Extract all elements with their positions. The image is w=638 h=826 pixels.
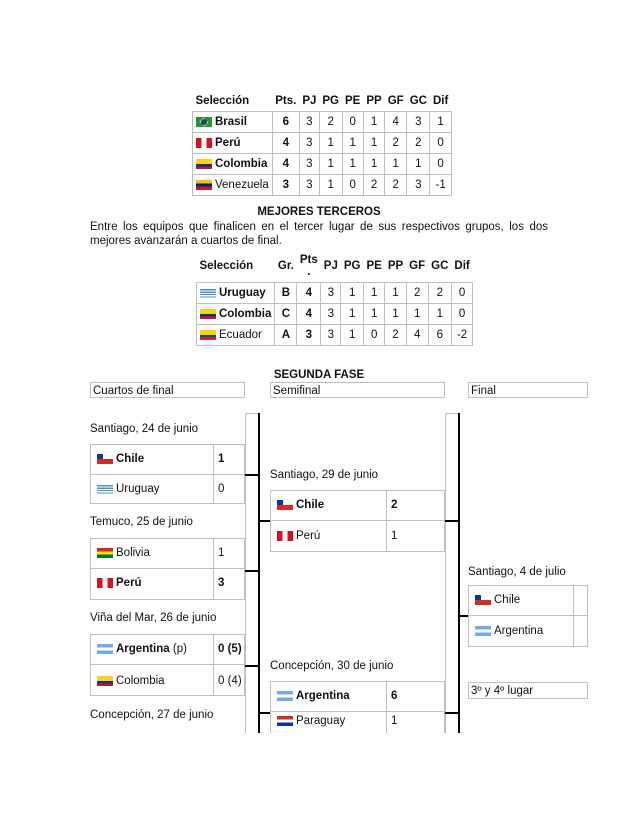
team-name: Perú <box>277 530 320 542</box>
pe-cell: 0 <box>363 325 384 346</box>
gc-cell: 3 <box>407 175 430 196</box>
header-pg: PG <box>343 260 361 272</box>
table-row <box>197 304 473 325</box>
chile-flag-icon <box>277 500 293 510</box>
header-dif: Dif <box>454 260 470 272</box>
header-gf: GF <box>409 260 426 272</box>
colombia-flag-icon <box>196 159 212 169</box>
team-score: 0 (4) <box>218 675 242 687</box>
team-score: 1 <box>218 547 225 559</box>
gf-cell: 4 <box>385 112 407 133</box>
bracket-connector <box>458 615 468 617</box>
pts-cell: 6 <box>272 112 299 133</box>
header-seleccion: Selección <box>199 260 254 272</box>
team-cell: Brasil <box>193 112 273 133</box>
argentina-flag-icon <box>277 691 293 701</box>
table-row <box>193 112 452 133</box>
team-name: Argentina <box>277 690 350 702</box>
pj-cell: 3 <box>299 175 319 196</box>
table-header-row <box>193 91 452 112</box>
header-pg: PG <box>322 95 340 107</box>
team-score: 1 <box>391 530 398 542</box>
bracket-guide-line <box>445 413 458 414</box>
pg-cell: 1 <box>319 175 342 196</box>
quarterfinal-match-2 <box>90 538 245 600</box>
pg-cell: 1 <box>319 133 342 154</box>
team-score: 0 <box>218 483 225 495</box>
bracket-guide-line <box>245 413 258 414</box>
bracket-guide-line <box>245 413 246 733</box>
pts-cell: 4 <box>272 133 299 154</box>
column-header-final: Final <box>468 382 588 398</box>
dif-cell: 0 <box>430 154 451 175</box>
header-gf: GF <box>387 95 404 107</box>
pe-cell: 0 <box>342 175 363 196</box>
table-row <box>197 283 473 304</box>
semifinal-match-2 <box>270 681 445 733</box>
pts-cell: 4 <box>297 304 321 325</box>
gr-cell: B <box>275 283 297 304</box>
argentina-flag-icon <box>475 626 491 636</box>
gf-cell: 2 <box>385 175 407 196</box>
bracket-guide-line <box>445 413 446 733</box>
peru-flag-icon <box>97 578 113 588</box>
table-row <box>197 325 473 346</box>
final-match <box>468 585 588 647</box>
gf-cell: 1 <box>406 304 428 325</box>
header-pe: PE <box>345 95 361 107</box>
header-seleccion: Selección <box>195 95 250 107</box>
pj-cell: 3 <box>321 304 341 325</box>
ecuador-flag-icon <box>200 330 216 340</box>
pp-cell: 1 <box>385 304 406 325</box>
match-venue: Santiago, 29 de junio <box>270 469 379 481</box>
gf-cell: 4 <box>406 325 428 346</box>
semifinal-match-1 <box>270 490 445 552</box>
column-header-quarterfinals: Cuartos de final <box>90 382 245 398</box>
team-name: Perú <box>97 577 142 589</box>
gc-cell: 2 <box>407 133 430 154</box>
match-venue: Santiago, 24 de junio <box>90 423 199 435</box>
pts-cell: 4 <box>272 154 299 175</box>
table-row <box>193 175 452 196</box>
team-name: Colombia <box>97 675 165 687</box>
pe-cell: 1 <box>363 283 384 304</box>
gc-cell: 2 <box>428 283 451 304</box>
gf-cell: 1 <box>385 154 407 175</box>
match-team-row <box>91 539 244 569</box>
pj-cell: 3 <box>299 133 319 154</box>
pj-cell: 3 <box>321 283 341 304</box>
header-pp: PP <box>366 95 382 107</box>
team-score: 0 (5) <box>218 643 242 655</box>
team-cell: Venezuela <box>193 175 273 196</box>
section-description: Entre los equipos que finalicen en el tercer lugar de sus respectivos grupos, los dos mejores avanzarán a cuartos de final. <box>90 221 548 247</box>
team-score: 6 <box>391 690 398 702</box>
third-place-table <box>196 250 473 346</box>
pj-cell: 3 <box>299 154 319 175</box>
pts-cell: 3 <box>297 325 321 346</box>
dif-cell: -1 <box>430 175 451 196</box>
third-place-header: 3º y 4º lugar <box>468 682 588 699</box>
gr-cell: A <box>275 325 297 346</box>
gr-cell: C <box>275 304 297 325</box>
bracket-connector <box>458 413 460 733</box>
match-team-row <box>91 667 244 697</box>
section-title-mejores-terceros: MEJORES TERCEROS <box>257 206 381 218</box>
header-pp: PP <box>387 260 404 272</box>
dif-cell: -2 <box>451 325 472 346</box>
dif-cell: 0 <box>451 304 472 325</box>
pe-cell: 0 <box>342 112 363 133</box>
gf-cell: 2 <box>385 133 407 154</box>
peru-flag-icon <box>196 138 212 148</box>
team-name: Argentina <box>475 625 543 637</box>
team-name: Chile <box>475 594 520 606</box>
header-dif: Dif <box>432 95 449 107</box>
pts-cell: 3 <box>272 175 299 196</box>
pe-cell: 1 <box>363 304 384 325</box>
match-team-row <box>271 522 444 552</box>
team-cell: Colombia <box>193 154 273 175</box>
peru-flag-icon <box>277 531 293 541</box>
match-team-row <box>91 475 244 505</box>
team-cell: Colombia <box>197 304 275 325</box>
match-venue: Temuco, 25 de junio <box>90 516 193 528</box>
bracket-connector <box>445 712 460 714</box>
pg-cell: 2 <box>319 112 342 133</box>
pp-cell: 1 <box>363 133 384 154</box>
header-gc: GC <box>431 260 449 272</box>
colombia-flag-icon <box>97 676 113 686</box>
match-team-row <box>271 712 444 734</box>
match-venue: Santiago, 4 de julio <box>468 566 566 578</box>
team-cell: Ecuador <box>197 325 275 346</box>
match-team-row <box>469 617 587 647</box>
pj-cell: 3 <box>299 112 319 133</box>
bracket-connector <box>245 570 260 572</box>
header-pts: Pts. <box>275 95 297 107</box>
argentina-flag-icon <box>97 644 113 654</box>
team-name: Bolivia <box>97 547 150 559</box>
team-score: 1 <box>391 715 398 727</box>
pp-cell: 2 <box>385 325 406 346</box>
match-team-row <box>469 586 587 616</box>
bolivia-flag-icon <box>97 548 113 558</box>
team-cell: Perú <box>193 133 273 154</box>
table-row <box>193 133 452 154</box>
bracket-connector <box>258 413 260 733</box>
team-score: 3 <box>218 577 225 589</box>
section-title-segunda-fase: SEGUNDA FASE <box>273 369 365 381</box>
team-score: 1 <box>218 453 225 465</box>
table-row <box>193 154 452 175</box>
header-gc: GC <box>409 95 427 107</box>
team-cell: Uruguay <box>197 283 275 304</box>
header-pj: PJ <box>323 260 338 272</box>
chile-flag-icon <box>475 595 491 605</box>
gc-cell: 6 <box>428 325 451 346</box>
table-header-row <box>197 250 473 283</box>
pp-cell: 1 <box>363 112 384 133</box>
bracket-connector <box>245 665 260 667</box>
match-venue: Concepción, 30 de junio <box>270 660 394 672</box>
match-team-row <box>91 569 244 599</box>
gc-cell: 1 <box>407 154 430 175</box>
pj-cell: 3 <box>321 325 341 346</box>
uruguay-flag-icon <box>97 484 113 494</box>
match-team-row <box>271 682 444 712</box>
match-venue: Viña del Mar, 26 de junio <box>90 612 217 624</box>
team-name: Chile <box>277 499 324 511</box>
group-standings-table <box>192 91 452 196</box>
pp-cell: 1 <box>385 283 406 304</box>
quarterfinal-match-3 <box>90 634 245 696</box>
colombia-flag-icon <box>200 309 216 319</box>
column-header-semifinal: Semifinal <box>270 382 445 398</box>
pp-cell: 2 <box>363 175 384 196</box>
pg-cell: 1 <box>341 304 364 325</box>
quarterfinal-match-1 <box>90 444 245 504</box>
match-venue: Concepción, 27 de junio <box>90 709 214 721</box>
pp-cell: 1 <box>363 154 384 175</box>
team-name: Chile <box>97 453 144 465</box>
bracket-connector <box>245 474 260 476</box>
pg-cell: 1 <box>341 325 364 346</box>
header-gr: Gr. <box>277 260 294 272</box>
venezuela-flag-icon <box>196 180 212 190</box>
bracket-connector <box>445 520 460 522</box>
match-team-row <box>91 635 244 665</box>
team-name: Paraguay <box>277 715 345 727</box>
gc-cell: 3 <box>407 112 430 133</box>
dif-cell: 0 <box>430 133 451 154</box>
team-score: 2 <box>391 499 398 511</box>
dif-cell: 0 <box>451 283 472 304</box>
match-team-row <box>91 445 244 475</box>
header-pts: Pts . <box>299 254 318 278</box>
team-name: Argentina (p) <box>97 643 187 655</box>
team-name: Uruguay <box>97 483 159 495</box>
match-team-row <box>271 491 444 521</box>
paraguay-flag-icon <box>277 716 293 726</box>
gf-cell: 2 <box>406 283 428 304</box>
brazil-flag-icon <box>196 117 212 127</box>
pts-cell: 4 <box>297 283 321 304</box>
pg-cell: 1 <box>341 283 364 304</box>
bracket-connector <box>258 520 270 522</box>
bracket-connector <box>258 712 270 714</box>
uruguay-flag-icon <box>200 288 216 298</box>
header-pe: PE <box>366 260 382 272</box>
pe-cell: 1 <box>342 154 363 175</box>
chile-flag-icon <box>97 454 113 464</box>
header-pj: PJ <box>302 95 317 107</box>
pe-cell: 1 <box>342 133 363 154</box>
pg-cell: 1 <box>319 154 342 175</box>
dif-cell: 1 <box>430 112 451 133</box>
gc-cell: 1 <box>428 304 451 325</box>
